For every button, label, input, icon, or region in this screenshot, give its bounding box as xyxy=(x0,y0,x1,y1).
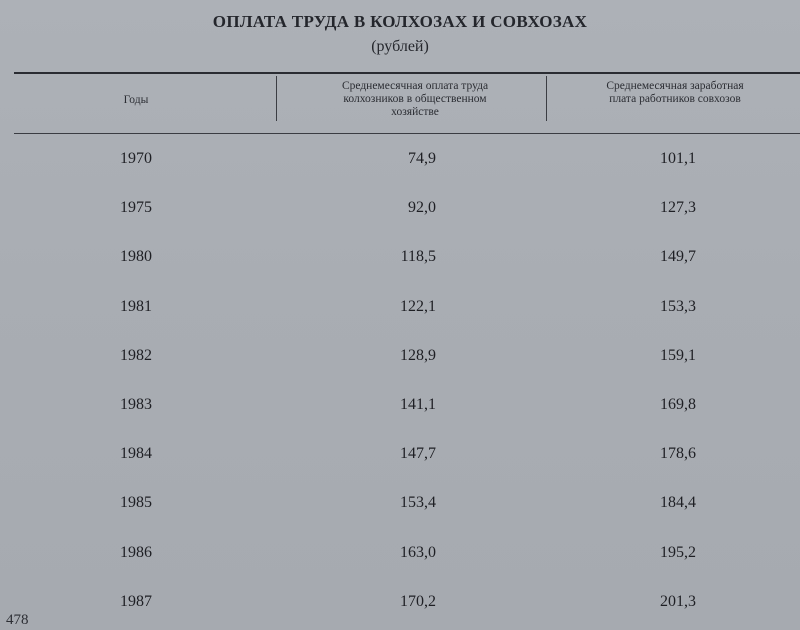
header-kolkhoz-line: Среднемесячная оплата труда xyxy=(341,80,489,92)
table-cell-kolkhoz: 147,7 xyxy=(400,445,436,462)
table-cell-year: 1983 xyxy=(120,396,152,413)
table-cell-year: 1975 xyxy=(120,199,152,216)
table-cell-sovkhoz: 201,3 xyxy=(660,593,696,610)
table-cell-sovkhoz: 127,3 xyxy=(660,199,696,216)
table-cell-sovkhoz: 101,1 xyxy=(660,150,696,167)
header-year: Годы xyxy=(123,94,149,106)
table-cell-year: 1981 xyxy=(120,298,152,315)
table-cell-kolkhoz: 141,1 xyxy=(400,396,436,413)
table-cell-kolkhoz: 128,9 xyxy=(400,347,436,364)
header-sovkhoz xyxy=(560,80,790,106)
table-title: ОПЛАТА ТРУДА В КОЛХОЗАХ И СОВХОЗАХ xyxy=(212,12,588,31)
table-cell-kolkhoz: 163,0 xyxy=(400,544,436,561)
table-cell-kolkhoz: 74,9 xyxy=(408,150,436,167)
table-cell-year: 1984 xyxy=(120,445,152,462)
page-number: 478 xyxy=(6,612,29,628)
table-cell-year: 1987 xyxy=(120,593,152,610)
table-cell-sovkhoz: 178,6 xyxy=(660,445,696,462)
header-sovkhoz-line: Среднемесячная заработная xyxy=(606,80,744,92)
header-top-rule xyxy=(14,72,800,74)
header-kolkhoz-line: хозяйстве xyxy=(391,106,439,118)
table-cell-year: 1970 xyxy=(120,150,152,167)
header-sovkhoz-line: плата работников совхозов xyxy=(609,93,741,105)
table-cell-year: 1982 xyxy=(120,347,152,364)
table-cell-kolkhoz: 118,5 xyxy=(400,248,436,265)
header-kolkhoz xyxy=(290,80,540,119)
header-bottom-rule xyxy=(14,133,800,134)
table-cell-year: 1986 xyxy=(120,544,152,561)
table-cell-sovkhoz: 153,3 xyxy=(660,298,696,315)
table-cell-sovkhoz: 195,2 xyxy=(660,544,696,561)
table-cell-kolkhoz: 122,1 xyxy=(400,298,436,315)
table-cell-sovkhoz: 184,4 xyxy=(660,494,696,511)
table-cell-kolkhoz: 153,4 xyxy=(400,494,436,511)
table-subtitle: (рублей) xyxy=(371,38,429,55)
table-cell-year: 1985 xyxy=(120,494,152,511)
table-cell-sovkhoz: 159,1 xyxy=(660,347,696,364)
column-divider xyxy=(276,76,277,121)
table-cell-year: 1980 xyxy=(120,248,152,265)
table-cell-sovkhoz: 169,8 xyxy=(660,396,696,413)
table-cell-kolkhoz: 92,0 xyxy=(408,199,436,216)
column-divider xyxy=(546,76,547,121)
table-cell-sovkhoz: 149,7 xyxy=(660,248,696,265)
header-kolkhoz-line: колхозников в общественном xyxy=(343,93,487,105)
table-cell-kolkhoz: 170,2 xyxy=(400,593,436,610)
